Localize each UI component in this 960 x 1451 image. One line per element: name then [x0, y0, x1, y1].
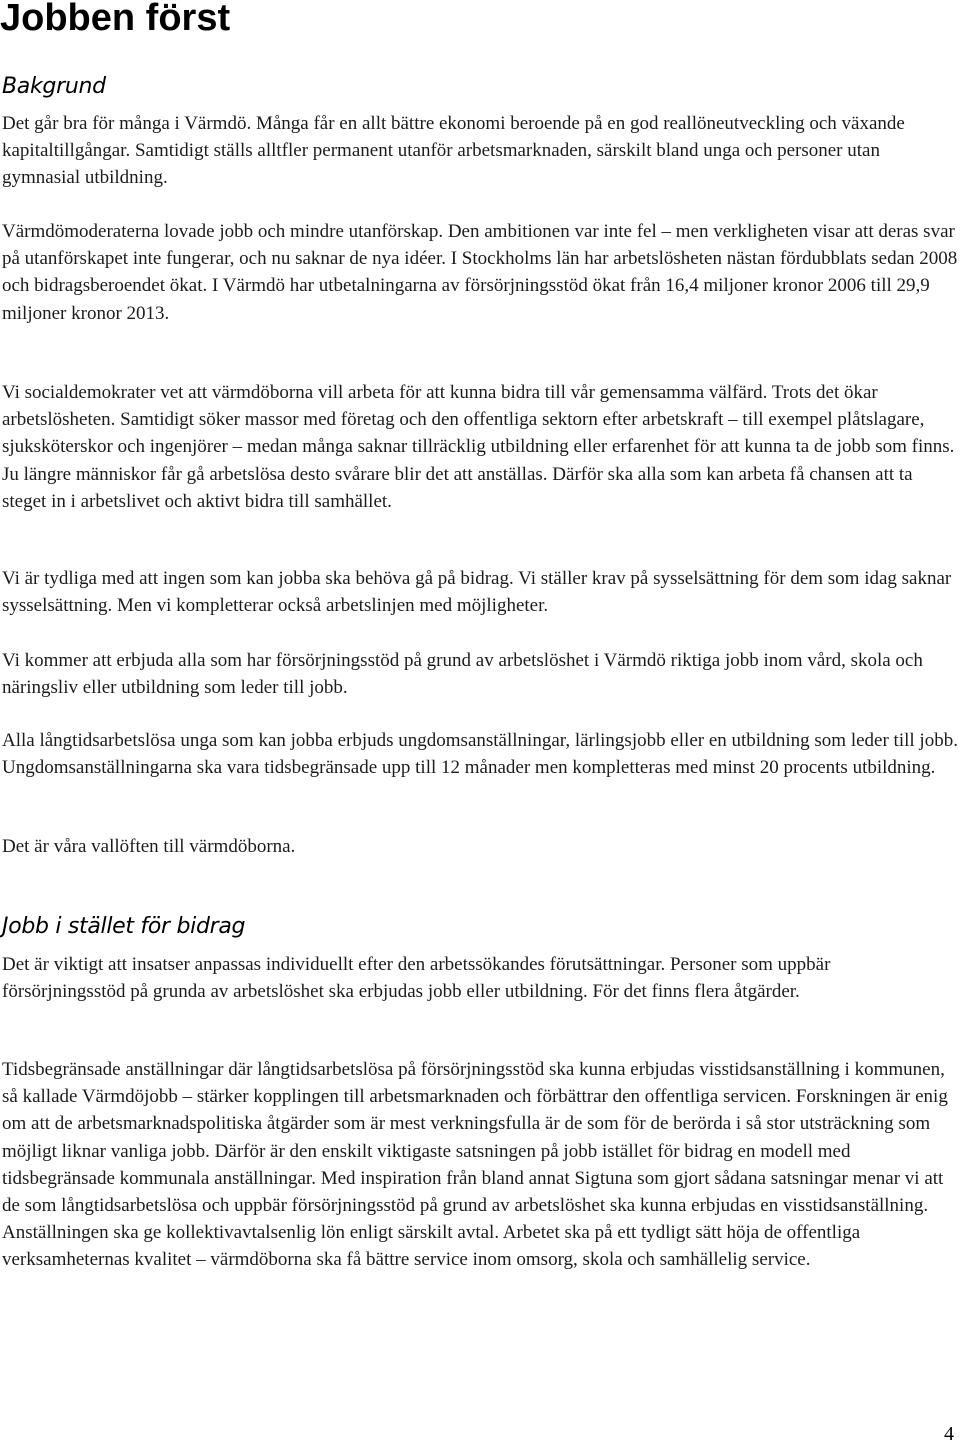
paragraph: Vi kommer att erbjuda alla som har försörjningsstöd på grund av arbetslöshet i Värmdö riktiga jobb inom vård, skola och näringsliv eller utbildning som leder till jobb. [2, 650, 923, 699]
paragraph: Vi är tydliga med att ingen som kan jobba ska behöva gå på bidrag. Vi ställer krav på sysselsättning för dem som idag saknar sysselsättning. Men vi kompletterar också arbetslinjen med möjligheter. [2, 568, 952, 617]
page-number: 4 [944, 1423, 954, 1445]
paragraph: Värmdömoderaterna lovade jobb och mindre utanförskap. Den ambitionen var inte fel – men verkligheten visar att deras svar på utanförskapet inte fungerar, och nu saknar de nya idéer. I Stockholms län har arbetslösheten nästan fördubblats sedan 2008 och bidragsberoendet ökat. I Värmdö har utbetalningarna av försörjningsstöd ökat från 16,4 miljoner kronor 2006 till 29,9 miljoner kronor 2013. [2, 221, 958, 324]
paragraph: Tidsbegränsade anställningar där långtidsarbetslösa på försörjningsstöd ska kunna erbjudas visstidsanställning i kommunen, så kallade Värmdöjobb – stärker kopplingen till arbetsmarknaden och förbättrar den offentliga servicen. Forskningen är enig om att de arbetsmarknadspolitiska åtgärder som är mest verkningsfulla är de som för de berörda i så stor utsträckning som möjligt liknar vanliga jobb. Därför är den enskilt viktigaste satsningen på jobb istället för bidrag en modell med tidsbegränsade kommunala anställningar. Med inspiration från bland annat Sigtuna som gjort sådana satsningar menar vi att de som långtidsarbetslösa och uppbär försörjningsstöd på grund av arbetslöshet ska kunna erbjudas en visstidsanställning. Anställningen ska ge kollektivavtalsenlig lön enligt särskilt avtal. Arbetet ska på ett tydligt sätt höja de offentliga verksamheternas kvalitet – värmdöborna ska få bättre service inom omsorg, skola och samhällelig service. [2, 1059, 948, 1271]
paragraph: Det går bra för många i Värmdö. Många får en allt bättre ekonomi beroende på en god reallöneutveckling och växande kapitaltillgångar. Samtidigt ställs alltfler permanent utanför arbetsmarknaden, särskilt bland unga och personer utan gymnasial utbildning. [2, 113, 905, 189]
section-heading-bakgrund: Bakgrund [2, 74, 106, 99]
section-heading-jobb-i-stallet: Jobb i stället för bidrag [2, 914, 246, 939]
paragraph: Det är våra vallöften till värmdöborna. [2, 836, 296, 857]
paragraph: Vi socialdemokrater vet att värmdöborna vill arbeta för att kunna bidra till vår gemensamma välfärd. Trots det ökar arbetslösheten. Samtidigt söker massor med företag och den offentliga sektorn efter arbetskraft – till exempel plåtslagare, sjuksköterskor och ingenjörer – medan många saknar tillräcklig utbildning eller erfarenhet för att kunna ta de jobb som finns. Ju längre människor får gå arbetslösa desto svårare blir det att anställas. Därför ska alla som kan arbeta få chansen att ta steget in i arbetslivet och aktivt bidra till samhället. [2, 382, 955, 512]
document-title: Jobben först [0, 0, 231, 39]
paragraph: Alla långtidsarbetslösa unga som kan jobba erbjuds ungdomsanställningar, lärlingsjobb eller en utbildning som leder till jobb. Ungdomsanställningarna ska vara tidsbegränsade upp till 12 månader men kompletteras med minst 20 procents utbildning. [2, 730, 958, 779]
paragraph: Det är viktigt att insatser anpassas individuellt efter den arbetssökandes förutsättningar. Personer som uppbär försörjningsstöd på grunda av arbetslöshet ska erbjudas jobb eller utbildning. För det finns flera åtgärder. [2, 954, 831, 1003]
